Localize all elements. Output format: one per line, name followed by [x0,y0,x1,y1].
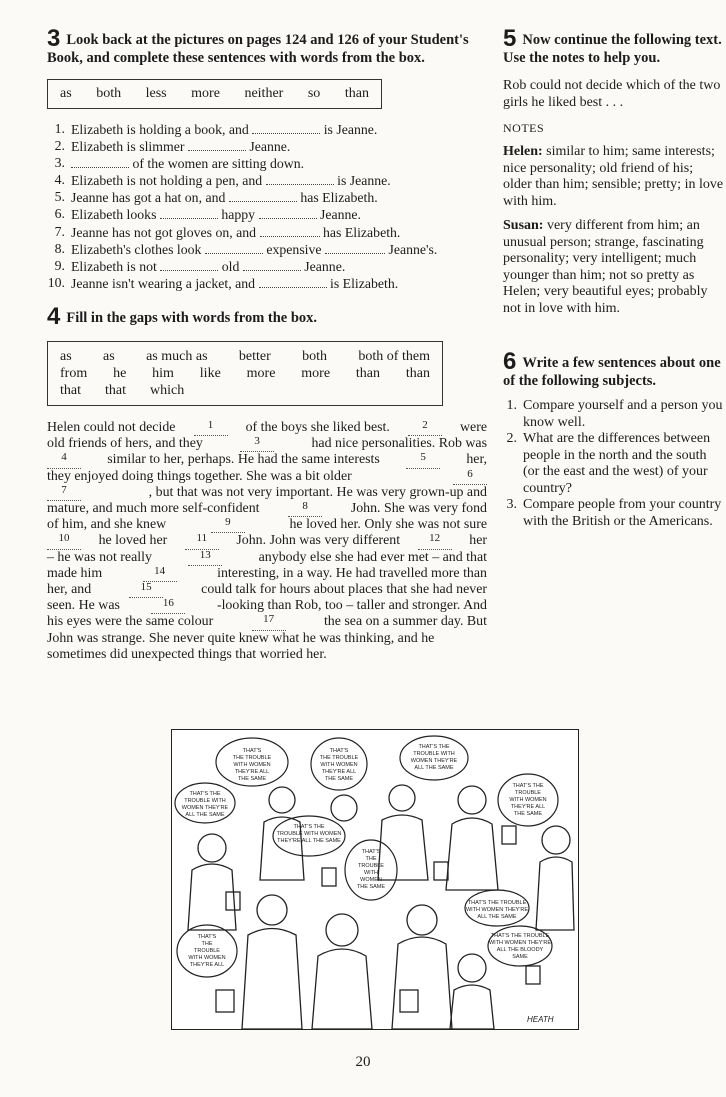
numbered-gap[interactable]: 10 [47,533,81,549]
numbered-gap[interactable]: 5 [406,452,440,468]
word-box-item: that [60,382,81,398]
list-item [47,155,487,172]
bubble-text: THAT'S [197,934,217,940]
cartoon-drawing [172,730,578,1029]
text-line: 7 , but that was not very important. He was very grown-up and [47,485,487,501]
item-text: Elizabeth is slimmer [71,139,185,155]
note-label: Helen: [503,144,543,159]
bubble-text: WOMEN THEY'RE [181,805,229,811]
word-box-item: than [344,86,369,101]
word-box-item: as [103,348,115,364]
item-number: 5. [54,189,65,205]
right-column [503,25,725,530]
note-text: very different from him; an unusual person; strange, fascinating personality; very intelligent; much younger than him; not so pretty as Helen; very beautiful eyes; probably not in love with him. [503,218,708,316]
bubble-text: TROUBLE WITH [413,751,455,757]
exercise-6-instruction: Write a few sentences about one of the following subjects. [503,355,721,389]
figure-head [326,914,358,946]
item-text: Jeanne's. [388,241,438,257]
bubble-text: TROUBLE [358,863,384,869]
figure-body [188,864,236,930]
numbered-gap[interactable]: 16 [151,598,185,614]
bubble-text: THAT'S [242,748,262,754]
item-number: 4. [54,172,65,188]
item-text: Elizabeth's clothes look [71,241,202,257]
exercise-6-number: 6 [503,348,517,375]
word-box-item: neither [244,86,284,101]
answer-gap[interactable] [252,121,320,134]
exercise-4-heading [47,302,487,330]
item-text: Jeanne isn't wearing a jacket, and [71,275,256,291]
exercise-3-number: 3 [47,25,61,52]
text-line: her, and 15 could talk for hours about places that she had never [47,580,487,597]
bubble-text: THE [365,856,377,862]
beer-mug [526,966,540,984]
bubble-text: THEY'RE ALL [321,769,357,775]
list-item: 1. Compare yourself and a person you know well. [506,398,723,430]
note-helen [503,144,725,210]
figure-head [257,895,287,925]
list-item [47,206,487,223]
numbered-gap[interactable]: 8 [288,501,322,517]
artist-signature: HEATH [527,1015,554,1024]
word-box-item: as [60,86,72,101]
word-box-row [60,382,430,399]
bubble-text: THAT'S THE [418,744,450,750]
word-box-item: both [302,348,328,364]
bubble-text: WITH WOMEN [233,762,271,768]
numbered-gap[interactable]: 14 [143,566,177,582]
answer-gap[interactable] [266,172,334,185]
text-line: mature, and much more self-confident 8 John. She was very fond [47,499,487,516]
list-item [47,224,487,241]
numbered-gap[interactable]: 1 [194,420,228,436]
numbered-gap[interactable]: 11 [185,533,219,549]
item-text: has Elizabeth. [300,190,378,206]
bubble-text: ALL THE BLOODY [496,947,544,953]
item-text: Elizabeth is not holding a pen, and [71,173,263,189]
numbered-gap[interactable]: 12 [418,533,452,549]
bubble-text: THE SAME [324,776,354,782]
bubble-text: WITH WOMEN [188,955,226,961]
text-line: – he was not really 13 anybody else she had ever met – and that [47,548,487,565]
answer-gap[interactable] [205,241,263,254]
bubble-text: THEY'RE ALL [234,769,270,775]
numbered-gap[interactable]: 17 [252,614,286,630]
text-line: of him, and she knew 9 he loved her. Only she was not sure [47,516,487,533]
word-box-item: more [246,365,276,381]
answer-gap[interactable] [259,275,327,288]
answer-gap[interactable] [160,258,218,271]
answer-gap[interactable] [325,241,385,254]
bubble-text: WITH [363,870,379,876]
word-box-item: as [60,348,72,364]
figure-head [458,954,486,982]
item-text: of the women are sitting down. [132,156,305,172]
item-number: 10. [47,274,65,290]
exercise-3-word-box [47,79,382,109]
bubble-text: SAME [512,954,528,960]
item-text: Elizabeth is not [71,258,157,274]
left-column [47,25,487,663]
word-box-item: more [301,365,331,381]
text-line: they enjoyed doing things together. She was a bit older 6 [47,469,487,485]
bubble-text: ALL THE SAME [414,765,454,771]
item-number: 1. [54,121,65,136]
bubble-text: WITH WOMEN [320,762,358,768]
item-text: Jeanne. [249,139,291,155]
figure-head [198,834,226,862]
figure-body [446,818,498,890]
text-line: old friends of hers, and they 3 had nice personalities. Rob was [47,435,487,452]
item-number: 8. [54,240,65,256]
list-item [47,275,487,292]
bubble-text: THAT'S [361,849,381,855]
exercise-5-number: 5 [503,25,517,52]
numbered-gap[interactable]: 9 [211,517,245,533]
figure-body [242,929,302,1030]
item-text: Jeanne has got a hat on, and [71,190,226,206]
beer-mug [434,862,448,880]
word-box-item: he [113,365,127,381]
note-text: similar to him; same interests; nice personality; old friend of his; older than him; sensible; pretty; in love with him. [503,144,724,209]
list-item [47,121,487,138]
notes-heading: NOTES [503,121,545,135]
word-box-item: both of them [358,348,430,364]
bubble-text: WITH WOMEN [509,797,547,803]
list-item [47,241,487,258]
word-box-item: less [145,86,167,101]
text-line: Helen could not decide 1 of the boys she liked best. 2 were [47,418,487,435]
exercise-3-heading [47,25,487,67]
bubble-text: THEY'RE ALL [510,804,546,810]
word-box-item: so [307,86,321,101]
word-box-item: as much as [146,348,208,364]
numbered-gap[interactable]: 3 [240,436,274,452]
bubble-text: THAT'S THE TROUBLE [490,933,550,939]
numbered-gap[interactable]: 2 [408,420,442,436]
bubble-text: THE TROUBLE [232,755,272,761]
exercise-6-heading [503,348,725,390]
figure-head [331,795,357,821]
beer-mug [502,826,516,844]
exercise-5-instruction: Now continue the following text. Use the notes to help you. [503,32,722,66]
numbered-gap[interactable]: 7 [47,485,81,501]
bubble-text: ALL THE SAME [185,812,225,818]
answer-gap[interactable] [71,155,129,168]
item-text: is Jeanne. [323,122,378,137]
item-text: happy [221,207,256,223]
item-text: is Elizabeth. [329,275,399,291]
note-susan [503,218,725,317]
bubble-text: TROUBLE WITH [184,798,226,804]
word-box-item: from [60,365,88,381]
figure-head [389,785,415,811]
item-text: Jeanne. [319,207,361,223]
text-line: his eyes were the same colour 17 the sea on a summer day. But [47,613,487,630]
cartoon-illustration [171,729,579,1030]
numbered-gap[interactable]: 4 [47,452,81,468]
beer-mug [322,868,336,886]
item-text: Jeanne. [304,258,346,274]
answer-gap[interactable] [243,258,301,271]
item-number: 3. [54,155,65,171]
exercise-3-sentences [47,121,487,292]
bubble-text: WOMEN THEY'RE [410,758,458,764]
word-box-item: than [405,365,430,381]
item-number: 2. [54,138,65,154]
beer-mug [216,990,234,1012]
list-item [47,258,487,275]
figure-body [450,985,494,1029]
numbered-gap[interactable]: 15 [129,582,163,598]
bubble-text: THAT'S THE [189,791,221,797]
exercise-4-instruction: Fill in the gaps with words from the box. [66,309,318,326]
speech-bubble [488,926,552,966]
bubble-text: WITH WOMEN THEY'RE [488,940,552,946]
numbered-gap[interactable]: 6 [453,469,487,485]
figure-head [542,826,570,854]
list-item [47,172,487,189]
text-line: 10 he loved her 11 John. John was very different 12 her [47,533,487,549]
word-box-item: that [105,382,126,398]
item-text: old [221,258,240,274]
page-number: 20 [355,1054,371,1070]
bubble-text: THE [201,941,213,947]
bubble-text: TROUBLE [194,948,220,954]
item-text: expensive [266,241,322,257]
text-line: made him 14 interesting, in a way. He had travelled more than [47,564,487,581]
word-box-row [60,365,430,382]
numbered-gap[interactable]: 13 [188,550,222,566]
item-text: Elizabeth looks [71,207,157,223]
item-number: 6. [54,206,65,222]
exercise-4-text [47,420,487,663]
bubble-text: THE TROUBLE [319,755,359,761]
figure-head [269,787,295,813]
item-text: is Jeanne. [337,173,391,189]
word-box-item: than [355,365,381,381]
bubble-text: THE SAME [237,776,267,782]
bubble-text: THAT'S THE TROUBLE [467,900,527,906]
item-text: has Elizabeth. [322,224,401,240]
figure-body [392,937,452,1029]
bubble-text: ALL THE SAME [477,914,517,920]
figure-head [407,905,437,935]
bubble-text: TROUBLE [515,790,541,796]
text-line: John was strange. She never quite knew what he was thinking, and he [47,630,435,646]
exercise-6-subjects [503,398,725,530]
bubble-text: THAT'S [329,748,349,754]
word-box-item: like [199,365,221,381]
answer-gap[interactable] [229,189,297,202]
exercise-4-word-box [47,341,443,406]
bubble-text: THE SAME [356,884,386,890]
word-box-item: both [96,86,122,101]
exercise-5-intro: Rob could not decide which of the two girls he liked best . . . [503,78,721,110]
item-text: Elizabeth is holding a book, and [71,122,249,137]
bubble-text: THAT'S THE [512,783,544,789]
answer-gap[interactable] [160,206,218,219]
bubble-text: THEY'RE ALL THE SAME [277,838,341,844]
item-text: Jeanne has not got gloves on, and [71,224,257,240]
item-number: 9. [54,257,65,273]
text-line: sometimes did unexpected things that worried her. [47,646,327,662]
bubble-text: THE SAME [513,811,543,817]
item-number: 7. [54,223,65,239]
bubble-text: WOMEN [360,877,382,883]
bubble-text: TROUBLE WITH WOMEN [276,831,342,837]
list-item: 3. Compare people from your country with the British or the Americans. [506,497,722,529]
exercise-5-heading [503,25,725,67]
exercise-4-number: 4 [47,302,61,330]
word-box-item: more [191,86,220,101]
note-label: Susan: [503,218,544,233]
word-box-item: better [238,348,271,364]
bubble-text: THEY'RE ALL [189,962,225,968]
list-item: 2. What are the differences between people in the north and the south (or the east and the west) of your country? [506,431,711,496]
figure-body [536,857,574,930]
figure-body [312,949,372,1029]
bubble-text: WITH WOMEN THEY'RE [465,907,529,913]
bubble-text: THAT'S THE [293,824,325,830]
beer-mug [400,990,418,1012]
exercise-3-instruction: Look back at the pictures on pages 124 and 126 of your Student's Book, and complete these sentences with words from the box. [47,32,469,66]
text-line: 4 similar to her, perhaps. He had the same interests 5 her, [47,452,487,468]
text-line: seen. He was 16 -looking than Rob, too – taller and stronger. And [47,597,487,614]
list-item [47,189,487,206]
word-box-row [60,348,430,365]
word-box-item: which [150,382,185,398]
list-item [47,138,487,155]
answer-gap[interactable] [259,206,317,219]
answer-gap[interactable] [188,138,246,151]
word-box-item: him [152,365,174,381]
answer-gap[interactable] [260,224,320,237]
figure-head [458,786,486,814]
